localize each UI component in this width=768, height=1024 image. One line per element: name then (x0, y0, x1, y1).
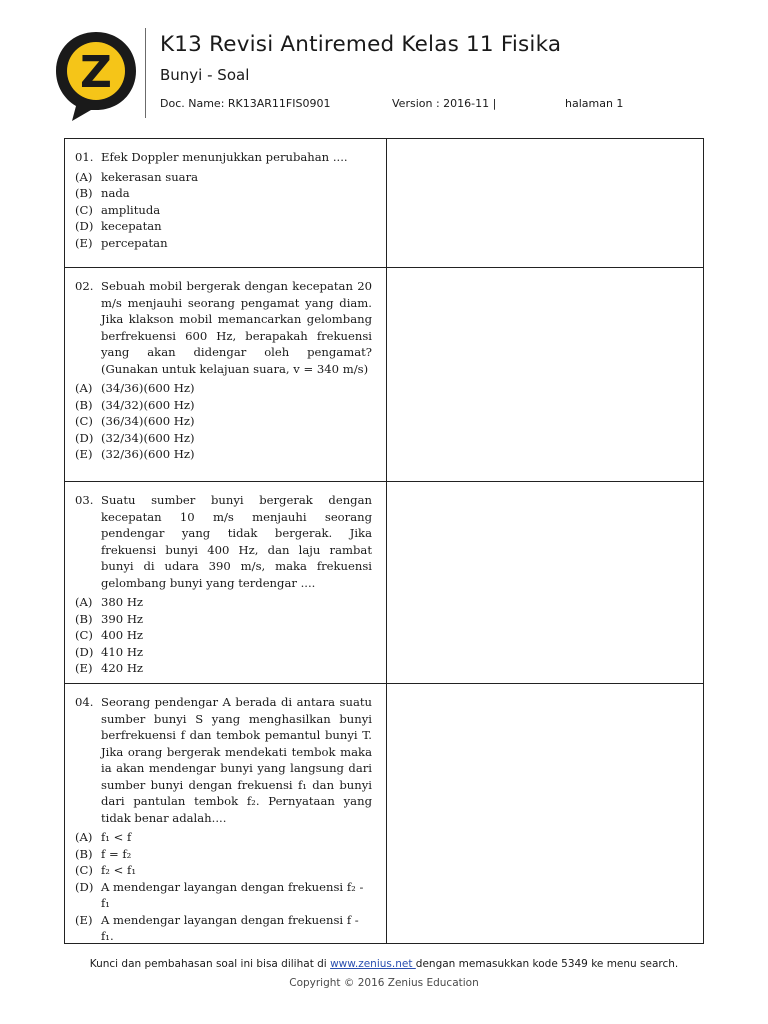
answer-column-divider (386, 139, 387, 943)
option-item (75, 627, 372, 644)
option-label: (E) (75, 661, 93, 675)
option-label: (D) (75, 219, 94, 233)
option-text: (32/34)(600 Hz) (101, 430, 195, 445)
question-text: Sebuah mobil bergerak dengan kecepatan 20 m/s menjauhi seorang pengamat yang diam. Jika klakson mobil memancarkan gelombang berfrekuensi 600 Hz, berapakah frekuensi yang akan didengar oleh pengamat? (Gunakan untuk kelajuan suara, v = 340 m/s) (101, 279, 372, 376)
option-text: kecepatan (101, 219, 162, 233)
footer-note-text: Kunci dan pembahasan soal ini bisa dilihat di (89, 958, 331, 970)
option-label: (A) (75, 595, 93, 609)
option-label: (B) (75, 186, 93, 200)
page-number: halaman 1 (565, 97, 624, 110)
option-list (75, 829, 372, 945)
option-list (75, 169, 372, 252)
copyright: Copyright © 2016 Zenius Education (289, 977, 479, 989)
option-label: (C) (75, 863, 93, 877)
option-text: 380 Hz (101, 595, 144, 609)
option-label: (E) (75, 447, 93, 461)
footer-note-text-after: dengan memasukkan kode 5349 ke menu search. (415, 958, 679, 970)
question-cell (75, 694, 372, 945)
option-label: (D) (75, 879, 94, 894)
option-item (75, 660, 372, 677)
option-item (75, 829, 372, 846)
option-item (75, 218, 372, 235)
option-item (75, 446, 372, 463)
question-row (65, 139, 703, 268)
option-item (75, 380, 372, 397)
option-text: 420 Hz (101, 661, 144, 675)
option-text: (34/36)(600 Hz) (101, 381, 195, 395)
option-item (75, 611, 372, 628)
question-cell (75, 278, 372, 463)
option-text: 400 Hz (101, 628, 144, 642)
option-list (75, 594, 372, 677)
option-list (75, 380, 372, 463)
option-item (75, 846, 372, 863)
option-item (75, 397, 372, 414)
question-cell (75, 149, 372, 251)
page-title: K13 Revisi Antiremed Kelas 11 Fisika (160, 32, 562, 57)
option-item (75, 235, 372, 252)
question-number: 02. (75, 279, 94, 293)
header-divider (145, 28, 146, 118)
option-item (75, 644, 372, 661)
option-item (75, 430, 372, 447)
option-label: (A) (75, 169, 93, 184)
option-label: (C) (75, 628, 93, 642)
option-item (75, 594, 372, 611)
option-text: A mendengar layangan dengan frekuensi f₂ - f₁ (101, 879, 364, 910)
option-label: (D) (75, 430, 94, 445)
svg-text:Z: Z (80, 47, 112, 98)
option-item (75, 912, 372, 945)
question-text: Seorang pendengar A berada di antara suatu sumber bunyi S yang menghasilkan bunyi berfrekuensi f dan tembok pemantul bunyi T. Jika orang bergerak mendekati tembok maka ia akan mendengar bunyi yang langsung dari sumber bunyi dengan frekuensi f₁ dan bunyi dari pantulan tembok f₂. Pernyataan yang tidak benar adalah.... (101, 695, 372, 825)
question-number: 03. (75, 493, 94, 507)
option-label: (E) (75, 235, 93, 250)
question-row (65, 268, 703, 482)
option-text: nada (101, 186, 130, 200)
question-number: 01. (75, 150, 94, 164)
question-table (64, 138, 704, 944)
page-subtitle: Bunyi - Soal (160, 66, 250, 84)
question-row (65, 482, 703, 684)
option-label: (D) (75, 644, 94, 659)
option-label: (E) (75, 912, 93, 927)
option-label: (C) (75, 414, 93, 428)
question-cell (75, 492, 372, 677)
option-label: (A) (75, 830, 93, 844)
question-number: 04. (75, 695, 94, 709)
option-item (75, 413, 372, 430)
option-item (75, 879, 372, 912)
option-text: amplituda (101, 202, 161, 217)
option-text: A mendengar layangan dengan frekuensi f - f₁. (101, 912, 359, 943)
option-label: (B) (75, 397, 93, 412)
option-text: 410 Hz (101, 644, 144, 659)
doc-version: Version : 2016-11 | (392, 97, 497, 110)
option-text: f₁ < f (101, 830, 132, 844)
option-text: f = f₂ (101, 846, 132, 861)
option-text: (32/36)(600 Hz) (101, 447, 195, 461)
question-row (65, 684, 703, 944)
option-text: (34/32)(600 Hz) (101, 397, 195, 412)
option-item (75, 862, 372, 879)
option-text: kekerasan suara (101, 169, 199, 184)
option-label: (B) (75, 846, 93, 861)
zenius-logo (54, 30, 138, 122)
question-text: Efek Doppler menunjukkan perubahan .... (101, 150, 348, 164)
doc-name: Doc. Name: RK13AR11FIS0901 (160, 97, 331, 110)
option-item (75, 185, 372, 202)
option-text: f₂ < f₁ (101, 863, 136, 877)
option-text: 390 Hz (101, 611, 144, 626)
option-item (75, 202, 372, 219)
question-text: Suatu sumber bunyi bergerak dengan kecepatan 10 m/s menjauhi seorang pendengar yang tidak bergerak. Jika frekuensi bunyi 400 Hz, dan laju rambat bunyi di udara 390 m/s, maka frekuensi gelombang bunyi yang terdengar .... (101, 493, 372, 590)
footer-note (0, 958, 768, 970)
option-item (75, 169, 372, 186)
option-label: (C) (75, 202, 93, 217)
option-label: (A) (75, 381, 93, 395)
zenius-link[interactable]: www.zenius.net (330, 958, 416, 970)
option-text: (36/34)(600 Hz) (101, 414, 195, 428)
option-text: percepatan (101, 235, 168, 250)
option-label: (B) (75, 611, 93, 626)
